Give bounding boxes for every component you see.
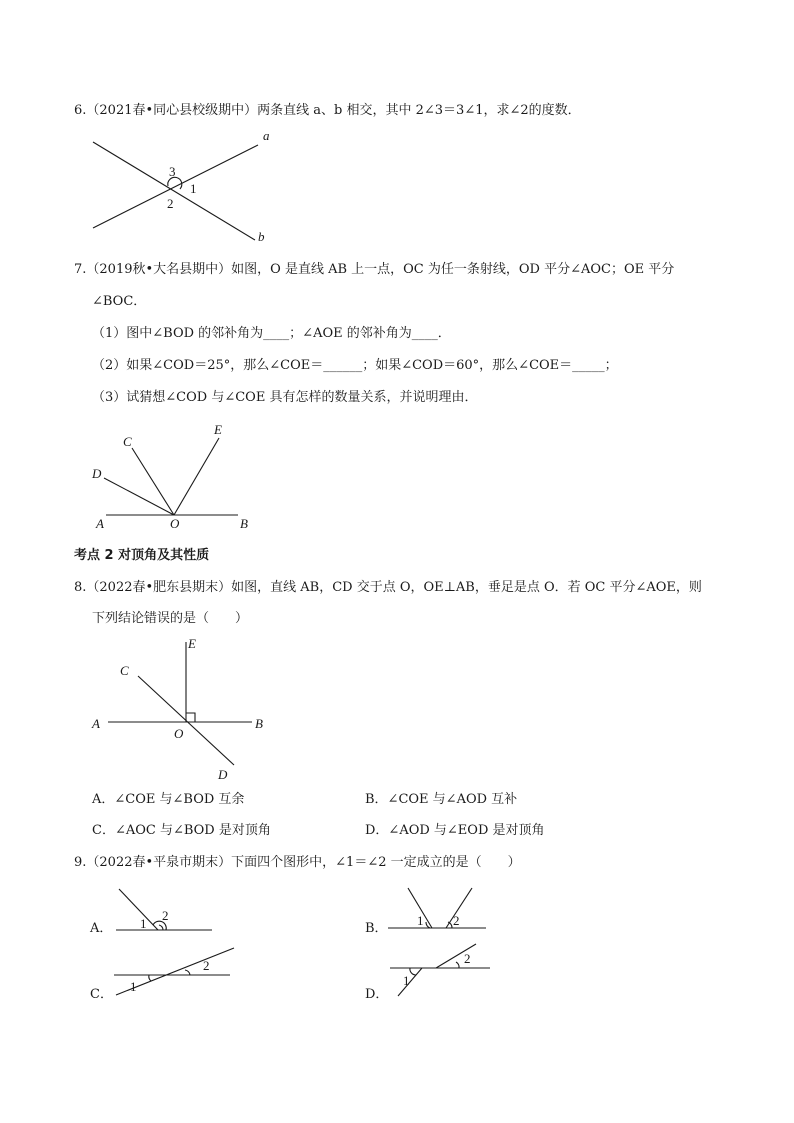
q7-part1: （1）图中∠BOD 的邻补角为____；∠AOE 的邻补角为____． xyxy=(92,326,451,341)
q6-label-b: b xyxy=(258,229,265,244)
q9-option-d[interactable]: D． xyxy=(365,987,389,1002)
q7-label-O: O xyxy=(170,516,180,531)
q9a-label-2: 2 xyxy=(162,908,169,923)
q9b-label-1: 1 xyxy=(417,913,424,928)
q9-text: 9.（2022春•平泉市期末）下面四个图形中，∠1＝∠2 一定成立的是（ ） xyxy=(74,855,521,870)
q7-label-A: A xyxy=(96,516,104,531)
q8-line1: 8.（2022春•肥东县期末）如图，直线 AB，CD 交于点 O，OE⊥AB，垂足是点 O．若 OC 平分∠AOE，则 xyxy=(74,580,702,595)
q7-part2: （2）如果∠COD＝25°，那么∠COE＝______；如果∠COD＝60°，那么∠COE＝_____； xyxy=(92,358,618,373)
q8-label-D: D xyxy=(218,767,228,782)
q6-label-3: 3 xyxy=(169,164,176,179)
q9-option-c[interactable]: C． xyxy=(90,987,113,1002)
q7-part3: （3）试猜想∠COD 与∠COE 具有怎样的数量关系，并说明理由． xyxy=(92,390,478,405)
q8-label-B: B xyxy=(255,716,263,731)
q8-option-c[interactable]: C．∠AOC 与∠BOD 是对顶角 xyxy=(92,823,271,838)
q8-option-a[interactable]: A．∠COE 与∠BOD 互余 xyxy=(92,792,245,807)
q9c-label-2: 2 xyxy=(203,958,210,973)
q6-label-2: 2 xyxy=(167,196,174,211)
q9b-label-2: 2 xyxy=(453,913,460,928)
q9a-label-1: 1 xyxy=(140,916,147,931)
q9c-label-1: 1 xyxy=(130,979,137,994)
q7-line2: ∠BOC． xyxy=(92,294,147,309)
q8-option-d[interactable]: D．∠AOD 与∠EOD 是对顶角 xyxy=(365,823,545,838)
q8-label-A: A xyxy=(92,716,100,731)
q6-label-1: 1 xyxy=(190,181,197,196)
q9d-label-2: 2 xyxy=(464,951,471,966)
q7-label-D: D xyxy=(92,466,102,481)
q7-label-B: B xyxy=(240,516,248,531)
q8-label-O: O xyxy=(174,726,184,741)
q8-option-b[interactable]: B．∠COE 与∠AOD 互补 xyxy=(365,792,518,807)
q7-line1: 7.（2019秋•大名县期中）如图，O 是直线 AB 上一点，OC 为任一条射线，OD 平分∠AOC；OE 平分 xyxy=(74,262,675,277)
q6-text: 6.（2021春•同心县校级期中）两条直线 a、b 相交，其中 2∠3＝3∠1，求∠2的度数． xyxy=(74,103,581,118)
q8-label-E: E xyxy=(188,636,196,651)
section-title: 考点 2 对顶角及其性质 xyxy=(74,548,210,563)
q7-label-C: C xyxy=(123,434,132,449)
q7-label-E: E xyxy=(214,422,222,437)
q9-option-a[interactable]: A． xyxy=(90,921,113,936)
q8-label-C: C xyxy=(120,663,129,678)
q6-label-a: a xyxy=(263,128,270,143)
q8-line2: 下列结论错误的是（ ） xyxy=(92,611,249,626)
q9-option-b[interactable]: B． xyxy=(365,921,388,936)
q9d-label-1: 1 xyxy=(403,973,410,988)
